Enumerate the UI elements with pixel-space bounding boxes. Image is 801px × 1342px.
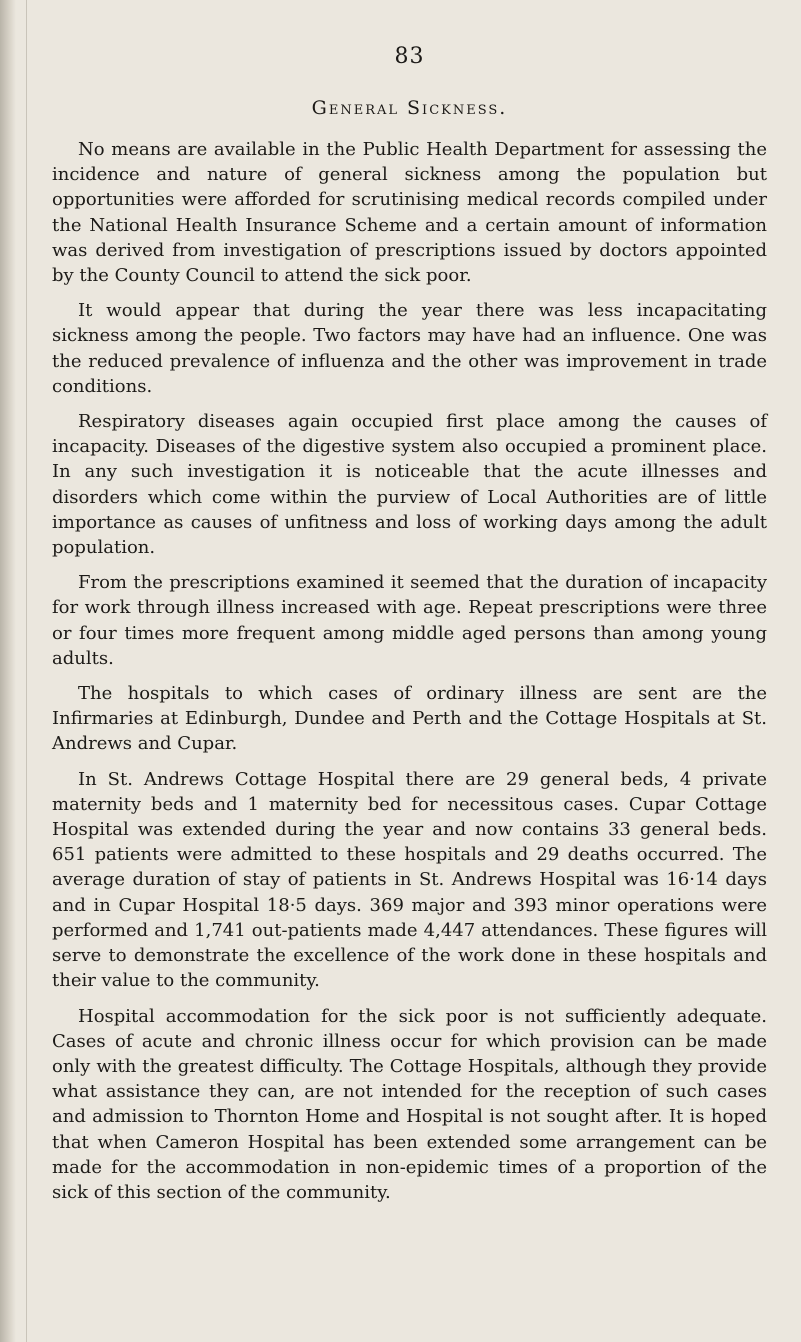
paragraph-incapacitating-sickness: It would appear that during the year there was less incapacitating sickness among the people. Two factors may have had an influence. One was the reduced prevalence of influenza and the other was improvement in trade conditions. xyxy=(52,300,767,397)
paragraph-respiratory-diseases: Respiratory diseases again occupied first place among the causes of incapacity. Diseases of the digestive system also occupied a prominent place. In any such investigation it is noticeable that the acute illnesses and disorders which come within the purview of Local Authorities are of little importance as causes of unfitness and loss of working days among the adult population. xyxy=(52,411,767,559)
section-title: General Sickness. xyxy=(311,97,508,119)
paragraph-cottage-hospital-statistics: In St. Andrews Cottage Hospital there are 29 general beds, 4 private maternity beds and 1 maternity bed for necessitous cases. Cupar Cottage Hospital was extended during the year and now contains 33 general beds. 651 patients were admitted to these hospitals and 29 deaths occurred. The average duration of stay of patients in St. Andrews Hospital was 16·14 days and in Cupar Hospital 18·5 days. 369 major and 393 minor operations were performed and 1,741 out-patients made 4,447 attendances. These figures will serve to demonstrate the excellence of the work done in these hospitals and their value to the community. xyxy=(52,768,767,992)
document-page xyxy=(52,44,767,1215)
page-number: 83 xyxy=(394,44,425,69)
page-binding-shadow xyxy=(0,0,16,1342)
paragraph-hospital-accommodation: Hospital accommodation for the sick poor is not sufficiently adequate. Cases of acute and chronic illness occur for which provision can be made only with the greatest difficulty. The Cottage Hospitals, although they provide what assistance they can, are not intended for the reception of such cases and admission to Thornton Home and Hospital is not sought after. It is hoped that when Cameron Hospital has been extended some arrangement can be made for the accommodation in non-epidemic times of a proportion of the sick of this section of the community. xyxy=(52,1005,767,1203)
page-binding-edge xyxy=(26,0,27,1342)
paragraph-assessment-of-sickness: No means are available in the Public Health Department for assessing the incidence and nature of general sickness among the population but opportunities were afforded for scrutinising medical records compiled under the National Health Insurance Scheme and a certain amount of information was derived from investigation of prescriptions issued by doctors appointed by the County Council to attend the sick poor. xyxy=(52,139,767,287)
paragraph-hospitals: The hospitals to which cases of ordinary illness are sent are the Infirmaries at Edinburgh, Dundee and Perth and the Cottage Hospitals at St. Andrews and Cupar. xyxy=(52,683,767,755)
paragraph-prescriptions: From the prescriptions examined it seemed that the duration of incapacity for work through illness increased with age. Repeat prescriptions were three or four times more frequent among middle aged persons than among young adults. xyxy=(52,572,767,669)
